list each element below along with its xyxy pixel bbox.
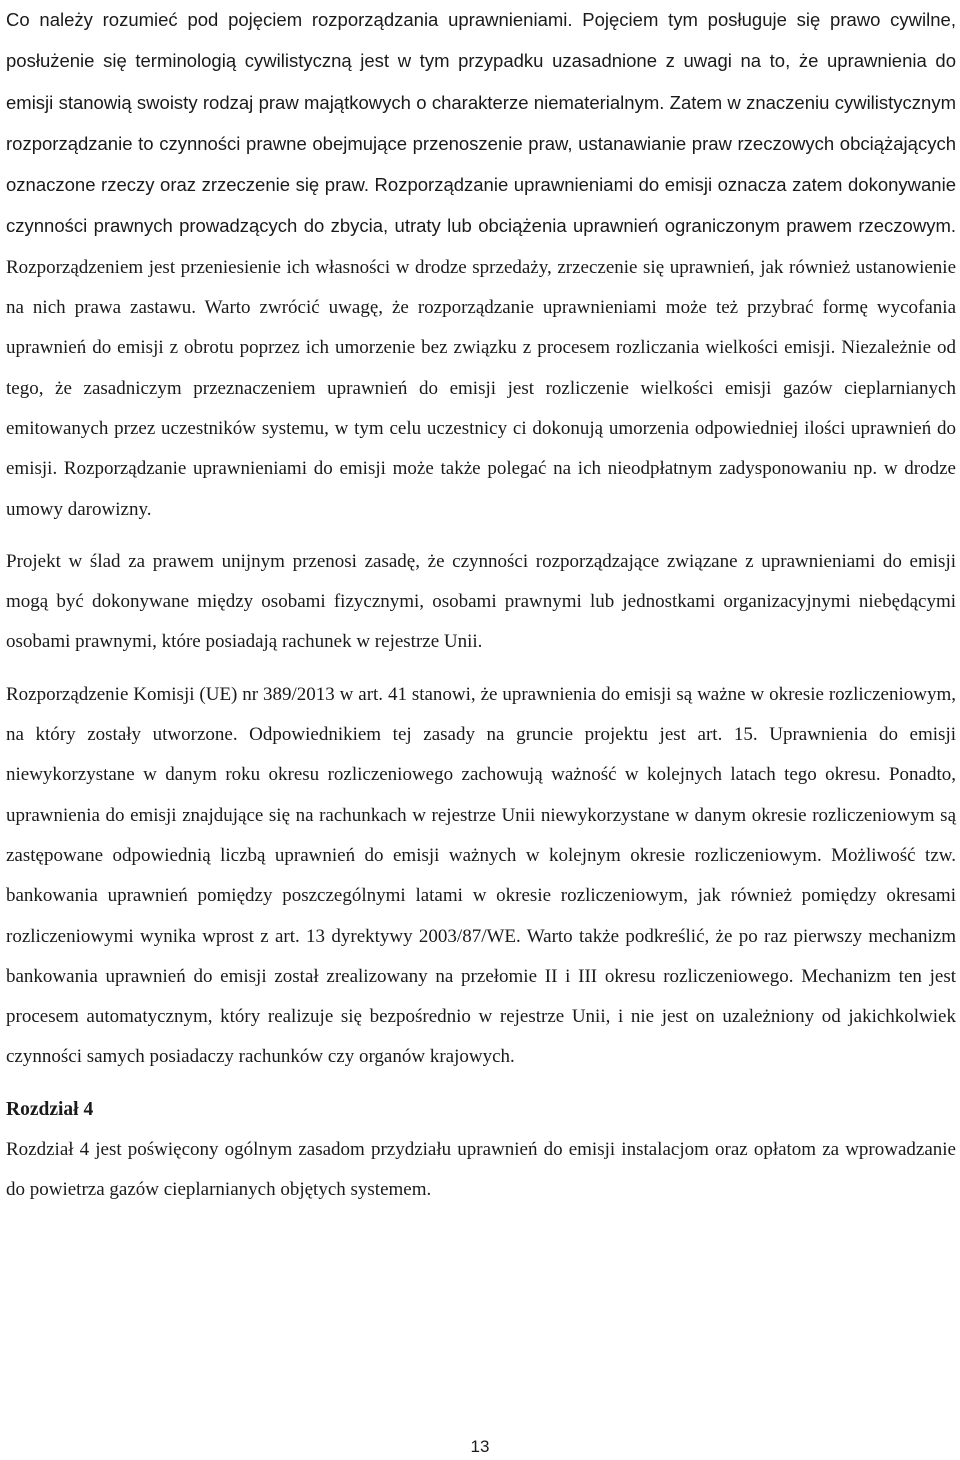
- paragraph-serif-part: Rozporządzeniem jest przeniesienie ich własności w drodze sprzedaży, zrzeczenie się uprawnień, jak również ustanowienie na nich prawa zastawu. Warto zwrócić uwagę, że rozporządzanie uprawnieniami może też przybrać formę wycofania uprawnień do emisji z obrotu poprzez ich umorzenie bez związku z procesem rozliczania wielkości emisji. Niezależnie od tego, że zasadniczym przeznaczeniem uprawnień do emisji jest rozliczenie wielkości emisji gazów cieplarnianych emitowanych przez uczestników systemu, w tym celu uczestnicy ci dokonują umorzenia odpowiedniej ilości uprawnień do emisji. Rozporządzanie uprawnieniami do emisji może także polegać na ich nieodpłatnym zadysponowaniu np. w drodze umowy darowizny.: [6, 256, 956, 520]
- page-number: 13: [470, 1437, 490, 1456]
- paragraph-eu-law-principle: Projekt w ślad za prawem unijnym przenosi zasadę, że czynności rozporządzające związane z uprawnieniami do emisji mogą być dokonywane między osobami fizycznymi, osobami prawnymi lub jednostkami organizacyjnymi niebędącymi osobami prawnymi, które posiadają rachunek w rejestrze Unii.: [6, 550, 956, 653]
- paragraph-validity-banking: Rozporządzenie Komisji (UE) nr 389/2013 w art. 41 stanowi, że uprawnienia do emisji są ważne w okresie rozliczeniowym, na który zostały utworzone. Odpowiednikiem tej zasady na gruncie projektu jest art. 15. Uprawnienia do emisji niewykorzystane w danym roku okresu rozliczeniowego zachowują ważność w kolejnych latach tego okresu. Ponadto, uprawnienia do emisji znajdujące się na rachunkach w rejestrze Unii niewykorzystane w danym okresie rozliczeniowym są zastępowane odpowiednią liczbą uprawnień do emisji ważnych w kolejnym okresie rozliczeniowym. Możliwość tzw. bankowania uprawnień pomiędzy poszczególnymi latami w okresie rozliczeniowym, jak również pomiędzy okresami rozliczeniowymi wynika wprost z art. 13 dyrektywy 2003/87/WE. Warto także podkreślić, że po raz pierwszy mechanizm bankowania uprawnień do emisji został zrealizowany na przełomie II i III okresu rozliczeniowego. Mechanizm ten jest procesem automatycznym, który realizuje się bezpośrednio w rejestrze Unii, i nie jest on uzależniony od jakichkolwiek czynności samych posiadaczy rachunków czy organów krajowych.: [6, 683, 956, 1068]
- paragraph-chapter-4: Rozdział 4 jest poświęcony ogólnym zasadom przydziału uprawnień do emisji instalacjom oraz opłatom za wprowadzanie do powietrza gazów cieplarnianych objętych systemem.: [6, 1138, 956, 1201]
- paragraph-sans-part: Co należy rozumieć pod pojęciem rozporządzania uprawnieniami. Pojęciem tym posługuje się prawo cywilne, posłużenie się terminologią cywilistyczną jest w tym przypadku uzasadnione z uwagi na to, że uprawnienia do emisji stanowią swoisty rodzaj praw majątkowych o charakterze niematerialnym. Zatem w znaczeniu cywilistycznym rozporządzanie to czynności prawne obejmujące przenoszenie praw, ustanawianie praw rzeczowych obciążających oznaczone rzeczy oraz zrzeczenie się praw. Rozporządzanie uprawnieniami do emisji oznacza zatem dokonywanie czynności prawnych prowadzących do zbycia, utraty lub obciążenia uprawnień ograniczonym prawem rzeczowym.: [6, 9, 956, 237]
- document-page: [6, 0, 956, 1210]
- paragraph-ownership-disposal: [6, 0, 956, 530]
- section-heading: Rozdział 4: [6, 1098, 94, 1120]
